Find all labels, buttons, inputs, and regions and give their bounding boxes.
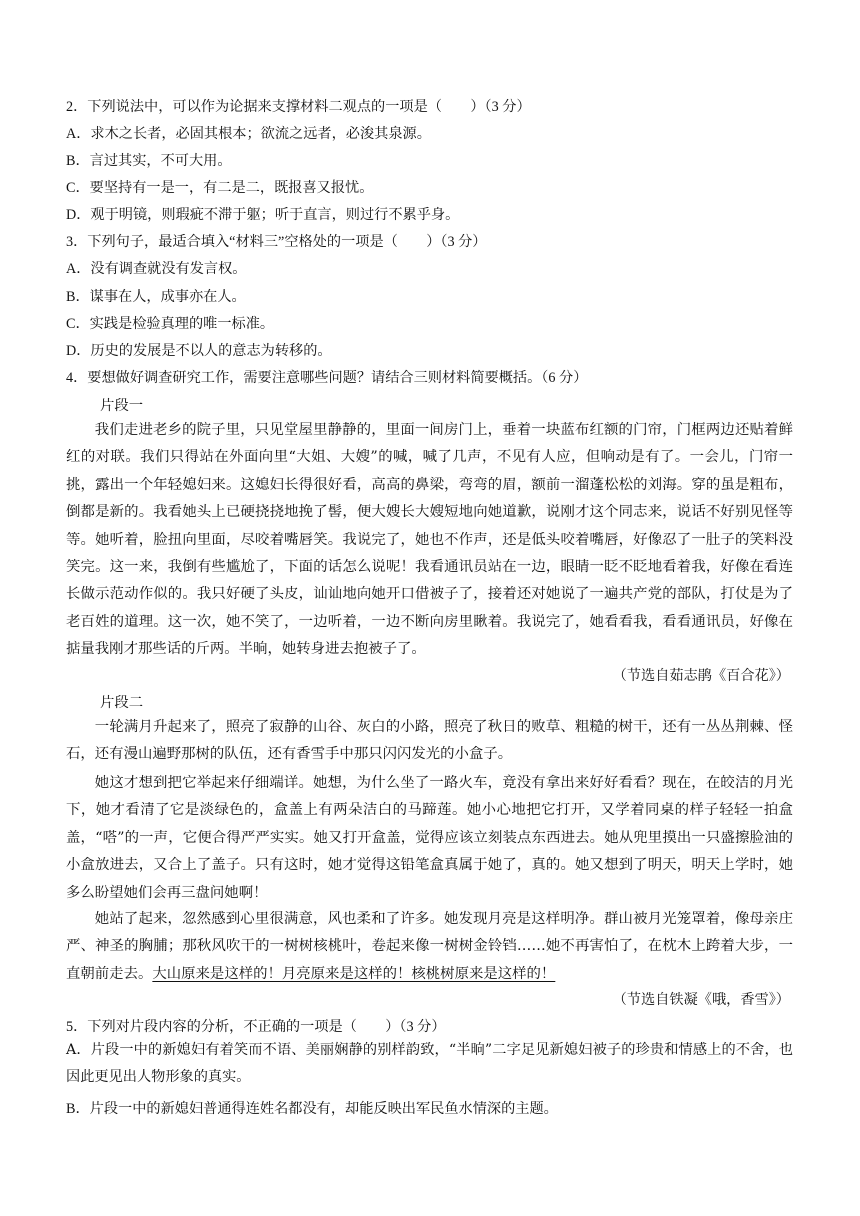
fragment-1-text: 我们走进老乡的院子里，只见堂屋里静静的，里面一间房门上，垂着一块蓝布红额的门帘，门框两边还贴着鲜红的对联。我们只得站在外面向里“大姐、大嫂”的喊，喊了几声，不见有人应，但响动是有了。一会儿，门帘一挑，露出一个年轻媳妇来。这媳妇长得很好看，高高的鼻梁，弯弯的眉，额前一溜蓬松松的刘海。穿的虽是粗布，倒都是新的。我看她头上已硬挠挠地挽了髻，便大嫂长大嫂短地向她道歉，说刚才这个同志来，说话不好别见怪等等。她听着，脸扭向里面，尽咬着嘴唇笑。我说完了，她也不作声，还是低头咬着嘴唇，好像忍了一肚子的笑料没笑完。这一来，我倒有些尴尬了，下面的话怎么说呢！我看通讯员站在一边，眼睛一眨不眨地看着我，好像在看连长做示范动作似的。我只好硬了头皮，讪讪地向她开口借被子了，接着还对她说了一遍共产党的部队，打仗是为了老百姓的道理。这一次，她不笑了，一边听着，一边不断向房里瞅着。我说完了，她看看我，看看通讯员，好像在掂量我刚才那些话的斤两。半晌，她转身进去抱被子了。 <box>66 422 793 658</box>
fragment-1-label: 片段一 <box>100 398 144 414</box>
fragment-2-label: 片段二 <box>100 695 144 711</box>
question-5-option-b: B．片段一中的新媳妇普通得连姓名都没有，却能反映出军民鱼水情深的主题。 <box>66 1101 558 1117</box>
question-5-option-a: A．片段一中的新媳妇有着笑而不语、美丽娴静的别样韵致，“半晌”二字足见新媳妇被子的珍贵和情感上的不舍，也因此更见出人物形象的真实。 <box>66 1042 793 1086</box>
question-2-option-c: C．要坚持有一是一，有二是二，既报喜又报忧。 <box>66 180 374 196</box>
fragment-2-paragraph-2: 她这才想到把它举起来仔细端详。她想，为什么坐了一路火车，竟没有拿出来好好看看？现在，在皎洁的月光下，她才看清了它是淡绿色的，盒盖上有两朵洁白的马蹄莲。她小心地把它打开，又学着同桌的样子轻轻一拍盒盖，“嗒”的一声，它便合得严严实实。她又打开盒盖，觉得应该立刻装点东西进去。她从兜里摸出一只盛擦脸油的小盒放进去，又合上了盖子。只有这时，她才觉得这铅笔盒真属于她了，真的。她又想到了明天，明天上学时，她多么盼望她们会再三盘问她啊！ <box>66 775 793 901</box>
fragment-2-paragraph-3-text: 她站了起来，忽然感到心里很满意，风也柔和了许多。她发现月亮是这样明净。群山被月光笼罩着，像母亲庄严、神圣的胸脯；那秋风吹干的一树树核桃叶，卷起来像一树树金铃铛……她不再害怕了，在枕木上跨着大步，一直朝前走去。 <box>66 911 793 982</box>
underlined-sentence: 大山原来是这样的！月亮原来是这样的！核桃树原来是这样的！ <box>152 965 556 982</box>
question-2-option-d: D．观于明镜，则瑕疵不滞于躯；听于直言，则过行不累乎身。 <box>66 207 460 223</box>
fragment-2-source: （节选自铁凝《哦，香雪》） <box>612 992 790 1008</box>
question-2-option-a: A．求木之长者，必固其根本；欲流之远者，必浚其泉源。 <box>66 126 431 142</box>
question-3-option-d: D．历史的发展是不以人的意志为转移的。 <box>66 343 332 359</box>
fragment-2-paragraph-3 <box>66 906 793 988</box>
question-3-option-c: C．实践是检验真理的唯一标准。 <box>66 316 275 332</box>
question-3-option-b: B．谋事在人，成事亦在人。 <box>66 289 246 305</box>
question-2-stem: 2．下列说法中，可以作为论据来支撑材料二观点的一项是（ ）（3 分） <box>66 99 531 115</box>
question-2-option-b: B．言过其实，不可大用。 <box>66 153 232 169</box>
question-3-stem: 3．下列句子，最适合填入“材料三”空格处的一项是（ ）（3 分） <box>66 234 487 250</box>
question-4-stem: 4．要想做好调查研究工作，需要注意哪些问题？请结合三则材料简要概括。（6 分） <box>66 370 588 386</box>
fragment-1-source: （节选自茹志鹃《百合花》） <box>612 668 790 684</box>
fragment-2-paragraph-1: 一轮满月升起来了，照亮了寂静的山谷、灰白的小路，照亮了秋日的败草、粗糙的树干，还有一丛丛荆棘、怪石，还有漫山遍野那树的队伍，还有香雪手中那只闪闪发光的小盒子。 <box>66 719 793 763</box>
question-5-stem: 5．下列对片段内容的分析，不正确的一项是（ ）（3 分） <box>66 1019 446 1035</box>
question-3-option-a: A．没有调查就没有发言权。 <box>66 261 247 277</box>
